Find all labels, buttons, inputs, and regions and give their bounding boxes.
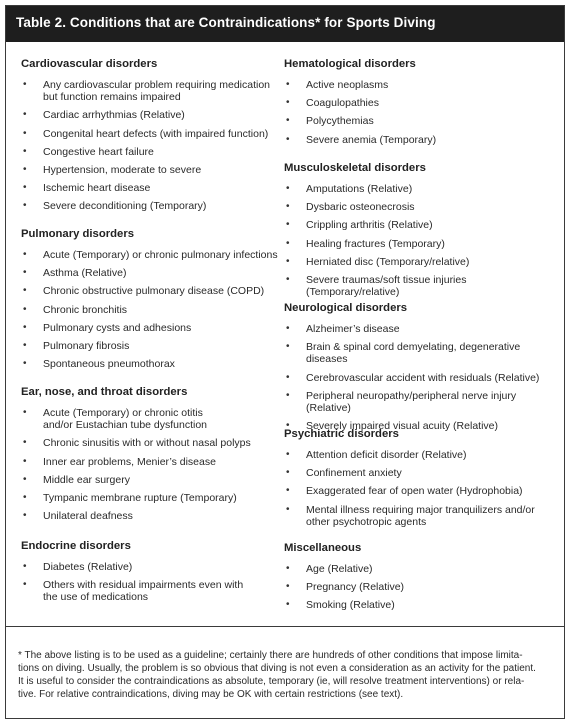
bullet-icon: • bbox=[286, 449, 290, 460]
list-item bbox=[284, 467, 556, 479]
item-text-line: and/or Eustachian tube dysfunction bbox=[43, 419, 208, 432]
item-text-line: but function remains impaired bbox=[43, 91, 181, 104]
item-text-line: Cerebrovascular accident with residuals (Relative) bbox=[306, 371, 540, 384]
list-item bbox=[284, 97, 556, 109]
list-item bbox=[21, 304, 279, 316]
bullet-icon: • bbox=[23, 303, 27, 315]
condition-list bbox=[21, 407, 279, 522]
item-text-line: Diabetes (Relative) bbox=[43, 561, 133, 573]
bullet-icon: • bbox=[23, 473, 27, 485]
list-item bbox=[21, 128, 279, 140]
bullet-icon: • bbox=[286, 341, 290, 353]
item-text-line: Smoking (Relative) bbox=[306, 599, 395, 612]
left-section-0 bbox=[21, 58, 279, 219]
bullet-icon: • bbox=[23, 492, 27, 504]
list-item bbox=[21, 510, 279, 522]
bullet-icon: • bbox=[23, 79, 27, 90]
item-text-line: Hypertension, moderate to severe bbox=[43, 164, 202, 177]
condition-list bbox=[284, 323, 556, 432]
bullet-icon: • bbox=[23, 145, 27, 157]
item-text-line: Severe deconditioning (Temporary) bbox=[43, 200, 207, 213]
list-item bbox=[21, 474, 279, 486]
bullet-icon: • bbox=[23, 200, 27, 212]
condition-list bbox=[284, 563, 556, 612]
item-text-line: Pulmonary cysts and adhesions bbox=[43, 321, 192, 334]
bullet-icon: • bbox=[286, 389, 290, 401]
item-text-line: Mental illness requiring major tranquilizers and/or bbox=[306, 503, 535, 516]
bullet-icon: • bbox=[23, 437, 27, 449]
list-item bbox=[21, 358, 279, 370]
bullet-icon: • bbox=[23, 510, 27, 522]
section-heading: Psychiatric disorders bbox=[284, 428, 399, 440]
bullet-icon: • bbox=[286, 581, 290, 593]
bullet-icon: • bbox=[286, 599, 290, 611]
bullet-icon: • bbox=[286, 183, 290, 194]
list-item bbox=[284, 134, 556, 146]
footnote-line: tive. For relative contraindications, diving may be OK with certain restrictions (see text). bbox=[18, 689, 404, 700]
list-item bbox=[284, 581, 556, 593]
footnote-line: tions on diving. Usually, the problem is so obvious that diving is not even a consideration as an activity for the patient. bbox=[18, 663, 536, 674]
list-item bbox=[284, 341, 556, 365]
item-text-line: Cardiac arrhythmias (Relative) bbox=[43, 109, 185, 122]
item-text-line: Asthma (Relative) bbox=[43, 267, 127, 280]
bullet-icon: • bbox=[23, 127, 27, 139]
bullet-icon: • bbox=[23, 182, 27, 194]
condition-list bbox=[284, 183, 556, 298]
bullet-icon: • bbox=[286, 115, 290, 127]
condition-list bbox=[284, 449, 556, 528]
list-item bbox=[21, 285, 279, 297]
item-text-line: Severe traumas/soft tissue injuries (Temporary/relative) bbox=[306, 274, 467, 299]
item-text-line: Ischemic heart disease bbox=[43, 182, 151, 195]
item-text-line: Inner ear problems, Menier’s disease bbox=[43, 455, 216, 468]
list-item bbox=[284, 274, 556, 298]
item-text-line: Acute (Temporary) or chronic otitis bbox=[43, 407, 203, 419]
right-section-4 bbox=[284, 542, 556, 618]
item-text-line: Peripheral neuropathy/peripheral nerve injury (Relative) bbox=[306, 389, 517, 415]
list-item bbox=[284, 115, 556, 127]
item-text-line: Spontaneous pneumothorax bbox=[43, 358, 175, 371]
footnote-line: * The above listing is to be used as a guideline; certainly there are hundreds of other conditions that impose limita- bbox=[18, 650, 523, 661]
list-item bbox=[284, 485, 556, 497]
list-item bbox=[284, 504, 556, 528]
item-text-line: Severe anemia (Temporary) bbox=[306, 133, 437, 146]
item-text-line: Pregnancy (Relative) bbox=[306, 581, 405, 594]
item-text-line: Chronic sinusitis with or without nasal polyps bbox=[43, 437, 251, 450]
item-text-line: Congenital heart defects (with impaired function) bbox=[43, 127, 269, 140]
list-item bbox=[21, 561, 279, 573]
item-text-line: Alzheimer’s disease bbox=[306, 323, 400, 335]
section-heading: Musculoskeletal disorders bbox=[284, 162, 426, 174]
list-item bbox=[284, 390, 556, 414]
item-text-line: Polycythemias bbox=[306, 115, 374, 128]
condition-list bbox=[21, 79, 279, 213]
bullet-icon: • bbox=[23, 407, 27, 418]
item-text-line: Tympanic membrane rupture (Temporary) bbox=[43, 492, 237, 505]
footnote bbox=[6, 626, 564, 701]
right-section-3 bbox=[284, 428, 556, 534]
bullet-icon: • bbox=[286, 503, 290, 515]
item-text-line: Age (Relative) bbox=[306, 563, 373, 575]
condition-list bbox=[21, 561, 279, 604]
bullet-icon: • bbox=[286, 563, 290, 574]
bullet-icon: • bbox=[23, 340, 27, 352]
bullet-icon: • bbox=[286, 201, 290, 213]
bullet-icon: • bbox=[23, 164, 27, 176]
item-text-line: Severely impaired visual acuity (Relative) bbox=[306, 420, 498, 433]
bullet-icon: • bbox=[286, 371, 290, 383]
list-item bbox=[21, 579, 279, 603]
condition-list bbox=[21, 249, 279, 370]
list-item bbox=[21, 200, 279, 212]
condition-list bbox=[284, 79, 556, 146]
bullet-icon: • bbox=[286, 485, 290, 497]
bullet-icon: • bbox=[286, 323, 290, 334]
footnote-line: It is useful to consider the contraindications as absolute, temporary (ie, will resolve treatment interventions) or rela- bbox=[18, 676, 525, 687]
bullet-icon: • bbox=[286, 79, 290, 90]
list-item bbox=[284, 79, 556, 91]
list-item bbox=[21, 340, 279, 352]
bullet-icon: • bbox=[286, 274, 290, 286]
bullet-icon: • bbox=[23, 285, 27, 297]
list-item bbox=[21, 492, 279, 504]
item-text-line: Attention deficit disorder (Relative) bbox=[306, 449, 467, 461]
item-text-line: Active neoplasms bbox=[306, 79, 389, 91]
list-item bbox=[284, 323, 556, 335]
bullet-icon: • bbox=[23, 109, 27, 121]
list-item bbox=[21, 267, 279, 279]
bullet-icon: • bbox=[23, 267, 27, 279]
list-item bbox=[21, 164, 279, 176]
bullet-icon: • bbox=[23, 561, 27, 572]
item-text-line: Coagulopathies bbox=[306, 97, 379, 110]
item-text-line: Confinement anxiety bbox=[306, 467, 402, 480]
right-section-0 bbox=[284, 58, 556, 152]
bullet-icon: • bbox=[23, 579, 27, 591]
item-text-line: other psychotropic agents bbox=[306, 515, 427, 528]
list-item bbox=[284, 201, 556, 213]
bullet-icon: • bbox=[286, 219, 290, 231]
section-heading: Ear, nose, and throat disorders bbox=[21, 386, 188, 398]
item-text-line: Middle ear surgery bbox=[43, 473, 130, 486]
item-text-line: Congestive heart failure bbox=[43, 145, 154, 158]
list-item bbox=[284, 372, 556, 384]
list-item bbox=[284, 449, 556, 461]
item-text-line: Pulmonary fibrosis bbox=[43, 340, 130, 353]
list-item bbox=[21, 182, 279, 194]
bullet-icon: • bbox=[23, 455, 27, 467]
list-item bbox=[21, 79, 279, 103]
section-heading: Cardiovascular disorders bbox=[21, 58, 158, 70]
item-text-line: Chronic bronchitis bbox=[43, 303, 128, 316]
list-item bbox=[284, 256, 556, 268]
table-title: Table 2. Conditions that are Contraindications* for Sports Diving bbox=[6, 6, 564, 42]
section-heading: Neurological disorders bbox=[284, 302, 408, 314]
item-text-line: Exaggerated fear of open water (Hydrophobia) bbox=[306, 485, 523, 498]
list-item bbox=[21, 249, 279, 261]
bullet-icon: • bbox=[23, 249, 27, 260]
list-item bbox=[21, 146, 279, 158]
list-item bbox=[21, 437, 279, 449]
list-item bbox=[284, 219, 556, 231]
left-section-3 bbox=[21, 540, 279, 610]
list-item bbox=[284, 563, 556, 575]
list-item bbox=[284, 599, 556, 611]
list-item bbox=[284, 183, 556, 195]
item-text-line: Crippling arthritis (Relative) bbox=[306, 219, 433, 232]
list-item bbox=[21, 456, 279, 468]
item-text-line: Others with residual impairments even with bbox=[43, 579, 244, 592]
bullet-icon: • bbox=[286, 255, 290, 267]
item-text-line: Dysbaric osteonecrosis bbox=[306, 201, 415, 214]
list-item bbox=[21, 109, 279, 121]
list-item bbox=[21, 407, 279, 431]
item-text-line: Amputations (Relative) bbox=[306, 183, 413, 195]
table-frame bbox=[5, 5, 565, 719]
left-section-1 bbox=[21, 228, 279, 376]
bullet-icon: • bbox=[23, 321, 27, 333]
left-section-2 bbox=[21, 386, 279, 528]
list-item bbox=[21, 322, 279, 334]
bullet-icon: • bbox=[286, 97, 290, 109]
bullet-icon: • bbox=[286, 133, 290, 145]
section-heading: Pulmonary disorders bbox=[21, 228, 135, 240]
section-heading: Miscellaneous bbox=[284, 542, 362, 554]
section-heading: Hematological disorders bbox=[284, 58, 416, 70]
item-text-line: Healing fractures (Temporary) bbox=[306, 237, 445, 250]
item-text-line: Unilateral deafness bbox=[43, 510, 133, 523]
item-text-line: Any cardiovascular problem requiring medication bbox=[43, 79, 271, 91]
item-text-line: Brain & spinal cord demyelating, degenerative diseases bbox=[306, 341, 521, 366]
list-item bbox=[284, 238, 556, 250]
section-heading: Endocrine disorders bbox=[21, 540, 131, 552]
bullet-icon: • bbox=[286, 467, 290, 479]
item-text-line: Chronic obstructive pulmonary disease (COPD) bbox=[43, 285, 265, 298]
right-section-1 bbox=[284, 162, 556, 304]
item-text-line: Acute (Temporary) or chronic pulmonary infections bbox=[43, 249, 278, 261]
right-section-2 bbox=[284, 302, 556, 438]
item-text-line: Herniated disc (Temporary/relative) bbox=[306, 255, 470, 268]
bullet-icon: • bbox=[23, 358, 27, 370]
item-text-line: the use of medications bbox=[43, 591, 149, 604]
bullet-icon: • bbox=[286, 237, 290, 249]
bullet-icon: • bbox=[286, 420, 290, 432]
